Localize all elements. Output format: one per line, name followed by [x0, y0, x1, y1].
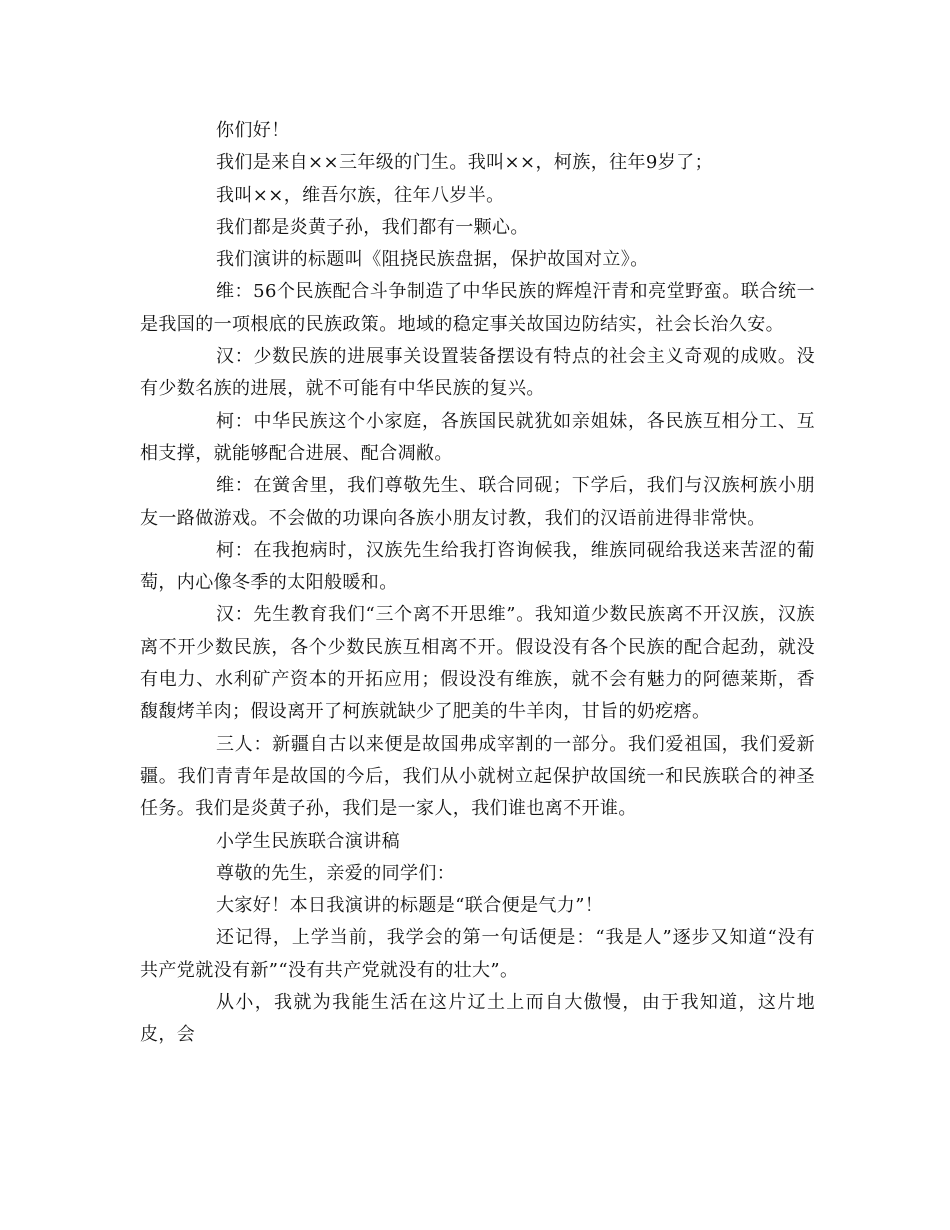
paragraph-three-people: 三人：新疆自古以来便是故国弗成宰割的一部分。我们爱祖国，我们爱新疆。我们青青年是故国的今后，我们从小就树立起保护故国统一和民族联合的神圣任务。我们是炎黄子孙，我们是一家人，我们谁也离不开谁。	[140, 733, 815, 820]
paragraph-greeting: 你们好！	[216, 120, 290, 141]
paragraph-han-2: 汉：先生教育我们“三个离不开思维”。我知道少数民族离不开汉族，汉族离不开少数民族，各个少数民族互相离不开。假设没有各个民族的配合起劲，就没有电力、水利矿产资本的开拓应用；假设没有维族，就不会有魅力的阿德莱斯，香馥馥烤羊肉；假设离开了柯族就缺少了肥美的牛羊肉，甘旨的奶疙瘩。	[140, 604, 815, 723]
paragraph-pride: 从小，我就为我能生活在这片辽土上而自大傲慢，由于我知道，这片地皮，会	[140, 992, 815, 1046]
paragraph-han-1: 汉：少数民族的进展事关设置装备摆设有特点的社会主义奇观的成败。没有少数名族的进展，就不可能有中华民族的复兴。	[140, 346, 815, 400]
paragraph-intro-speaker-1: 我们是来自××三年级的门生。我叫××，柯族，往年9岁了；	[216, 152, 713, 174]
paragraph-intro-speaker-2: 我叫××，维吾尔族，往年八岁半。	[216, 184, 505, 206]
paragraph-topic: 大家好！本日我演讲的标题是“联合便是气力”！	[216, 895, 604, 917]
paragraph-memory: 还记得，上学当前，我学会的第一句话便是：“我是人”逐步又知道“没有共产党就没有新”“没有共产党就没有的壮大”。	[140, 927, 815, 981]
document-body	[140, 115, 815, 1052]
section-title: 小学生民族联合演讲稿	[216, 830, 400, 852]
paragraph-descendants: 我们都是炎黄子孙，我们都有一颗心。	[216, 216, 529, 238]
paragraph-ke-2: 柯：在我抱病时，汉族先生给我打咨询候我，维族同砚给我送来苦涩的葡萄，内心像冬季的太阳般暖和。	[140, 539, 815, 594]
paragraph-wei-1: 维：56个民族配合斗争制造了中华民族的辉煌汗青和亮堂野蛮。联合统一是我国的一项根底的民族政策。地域的稳定事关故国边防结实，社会长治久安。	[140, 281, 815, 335]
paragraph-speech-title: 我们演讲的标题叫《阻挠民族盘据，保护故国对立》。	[216, 249, 649, 271]
paragraph-wei-2: 维：在黉舍里，我们尊敬先生、联合同砚；下学后，我们与汉族柯族小朋友一路做游戏。不会做的功课向各族小朋友讨教，我们的汉语前进得非常快。	[140, 475, 815, 529]
paragraph-salutation: 尊敬的先生，亲爱的同学们：	[216, 862, 456, 884]
paragraph-ke-1: 柯：中华民族这个小家庭，各族国民就犹如亲姐妹，各民族互相分工、互相支撑，就能够配合进展、配合凋敝。	[140, 410, 815, 464]
